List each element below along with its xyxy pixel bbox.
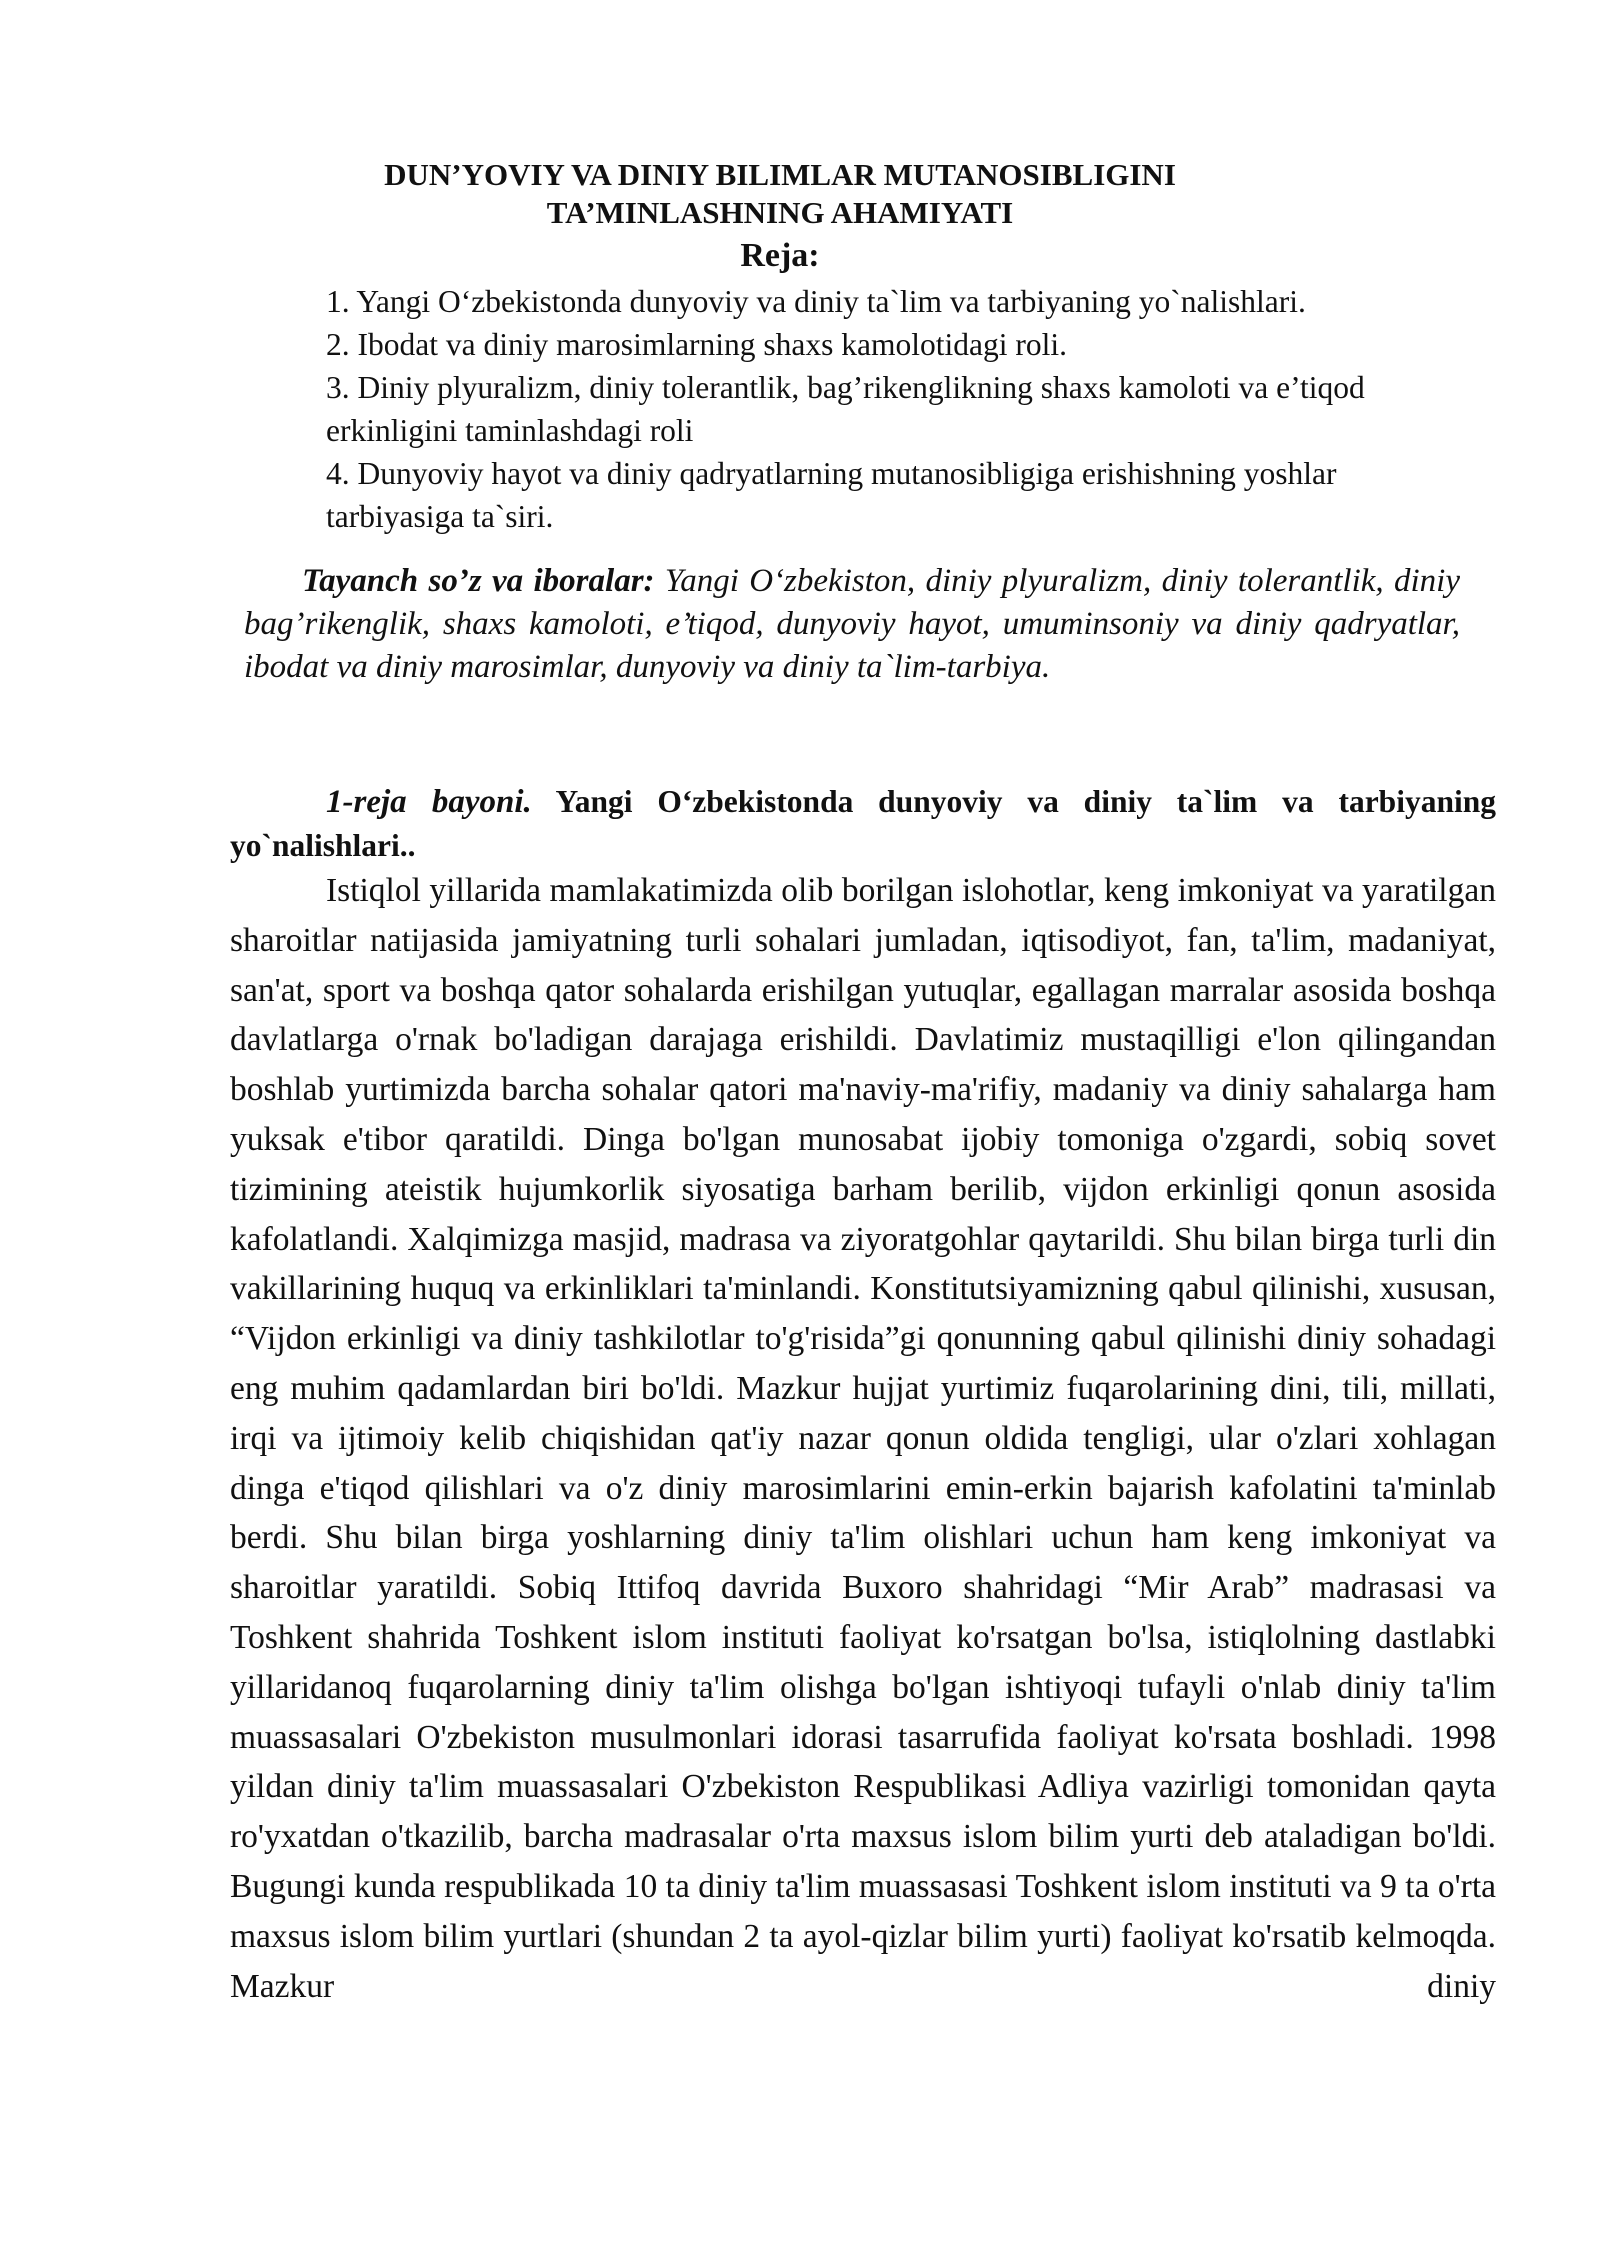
keywords-label: Tayanch so’z va iboralar: [302,563,655,599]
plan-list [326,280,1466,538]
section-heading [230,780,1496,867]
body-paragraph: Istiqlol yillarida mamlakatimizda olib borilgan islohotlar, keng imkoniyat va yaratilgan sharoitlar natijasida jamiyatning turli sohalari jumladan, iqtisodiyot, fan, ta'lim, madaniyat, san'at, sport va boshqa qator sohalarda erishilgan yutuqlar, egallagan marralar asosida boshqa davlatlarga o'rnak bo'ladigan darajaga erishildi. Davlatimiz mustaqilligi e'lon qilingandan boshlab yurtimizda barcha sohalar qatori ma'naviy-ma'rifiy, madaniy va diniy sahalarga ham yuksak e'tibor qaratildi. Dinga bo'lgan munosabat ijobiy tomoniga o'zgardi, sobiq sovet tizimining ateistik hujumkorlik siyosatiga barham berilib, vijdon erkinligi qonun asosida kafolatlandi. Xalqimizga masjid, madrasa va ziyoratgohlar qaytarildi. Shu bilan birga turli din vakillarining huquq va erkinliklari ta'minlandi. Konstitutsiyamizning qabul qilinishi, xususan, “Vijdon erkinligi va diniy tashkilotlar to'g'risida”gi qonunning qabul qilinishi diniy sohadagi eng muhim qadamlardan biri bo'ldi. Mazkur hujjat yurtimiz fuqarolarining dini, tili, millati, irqi va ijtimoiy kelib chiqishidan qat'iy nazar qonun oldida tengligi, ular o'zlari xohlagan dinga e'tiqod qilishlari va o'z diniy marosimlarini emin-erkin bajarish kafolatini ta'minlab berdi. Shu bilan birga yoshlarning diniy ta'lim olishlari uchun ham keng imkoniyat va sharoitlar yaratildi. Sobiq Ittifoq davrida Buxoro shahridagi “Mir Arab” madrasasi va Toshkent shahrida Toshkent islom instituti faoliyat ko'rsatgan bo'lsa, istiqlolning dastlabki yillaridanoq fuqarolarning diniy ta'lim olishga bo'lgan ishtiyoqi tufayli o'nlab diniy ta'lim muassasalari O'zbekiston musulmonlari idorasi tasarrufida faoliyat ko'rsata boshladi. 1998 yildan diniy ta'lim muassasalari O'zbekiston Respublikasi Adliya vazirligi tomonidan qayta ro'yxatdan o'tkazilib, barcha madrasalar o'rta maxsus islom bilim yurti deb ataladigan bo'ldi. Bugungi kunda respublikada 10 ta diniy ta'lim muassasasi Toshkent islom instituti va 9 ta o'rta maxsus islom bilim yurtlari (shundan 2 ta ayol-qizlar bilim yurti) faoliyat ko'rsatib kelmoqda. Mazkur diniy [230,872,1496,2005]
section-label: 1-reja bayoni. [326,784,532,820]
plan-heading: Reja: [740,237,820,274]
document-title-line-1: DUN’YOVIY VA DINIY BILIMLAR MUTANOSIBLIGINI [384,157,1176,192]
plan-item-3: 3. Diniy plyuralizm, diniy tolerantlik, bag’rikenglikning shaxs kamoloti va e’tiqod erkinligini taminlashdagi roli [326,370,1365,448]
plan-item-4: 4. Dunyoviy hayot va diniy qadryatlarning mutanosibligiga erishishning yoshlar tarbiyasiga ta`siri. [326,456,1337,534]
keywords-text: Yangi O‘zbekiston, diniy plyuralizm, diniy tolerantlik, diniy bag’rikenglik, shaxs kamoloti, e’tiqod, dunyoviy hayot, umuminsoniy va diniy qadryatlar, ibodat va diniy marosimlar, dunyoviy va diniy ta`lim-tarbiya. [244,563,1460,685]
section-title: Yangi O‘zbekistonda dunyoviy va diniy ta`lim va tarbiyaning yo`nalishlari.. [230,784,1496,863]
document-title-line-2: TA’MINLASHNING AHAMIYATI [546,195,1014,230]
plan-item-2: 2. Ibodat va diniy marosimlarning shaxs kamolotidagi roli. [326,327,1068,362]
plan-item-1: 1. Yangi O‘zbekistonda dunyoviy va diniy ta`lim va tarbiyaning yo`nalishlari. [326,284,1306,319]
keywords-paragraph [244,560,1460,689]
